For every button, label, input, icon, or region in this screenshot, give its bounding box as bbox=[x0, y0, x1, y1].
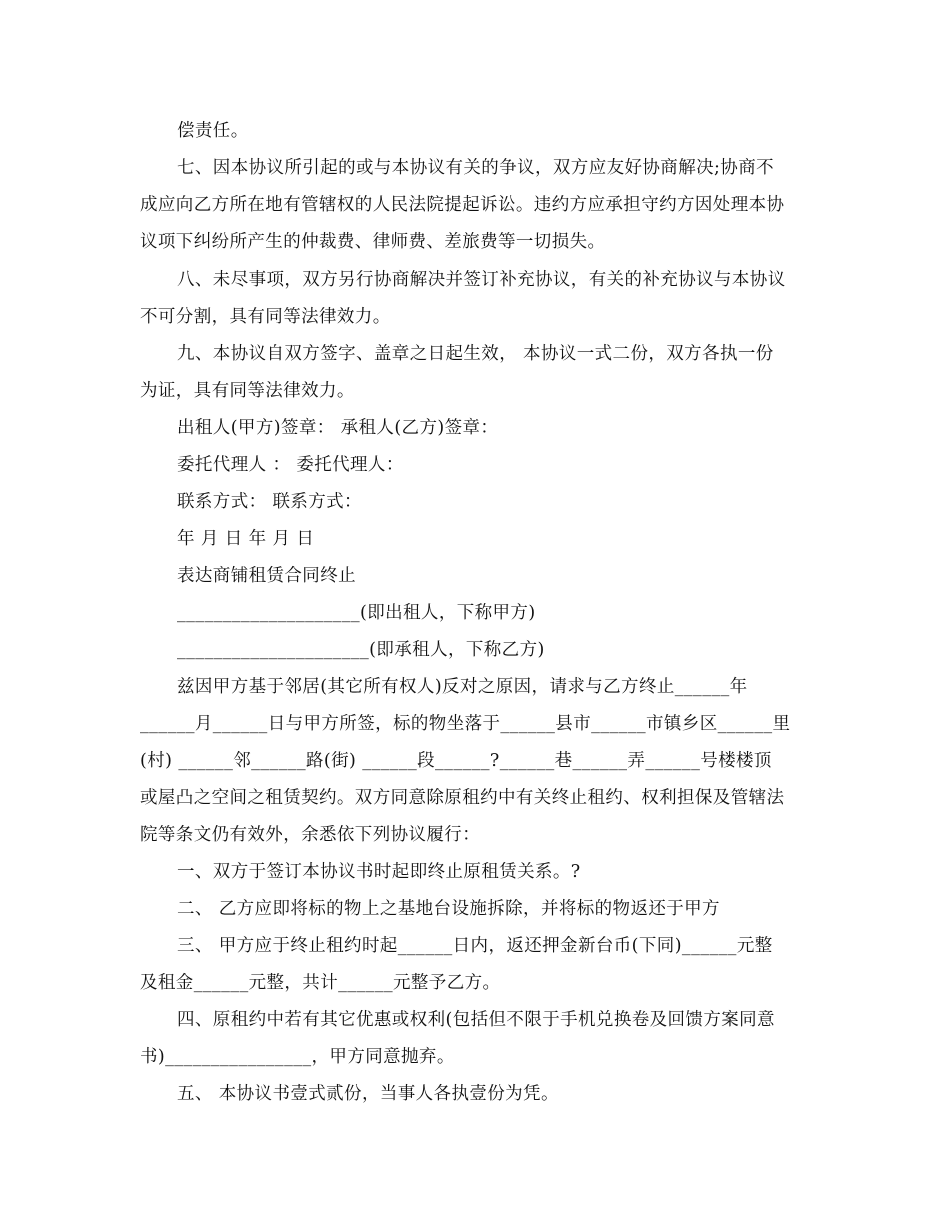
text-line: 及租金______元整，共计______元整予乙方。 bbox=[140, 973, 501, 993]
text-line: 八、未尽事项，双方另行协商解决并签订补充协议，有关的补充协议与本协议 bbox=[177, 270, 786, 290]
clause-5: 五、 本协议书壹式贰份，当事人各执壹份为凭。 bbox=[177, 1084, 559, 1104]
clause-1: 一、双方于签订本协议书时起即终止原租赁关系。? bbox=[177, 862, 581, 882]
signature-line-agent: 委托代理人 ： 委托代理人： bbox=[177, 455, 404, 475]
text-line: 书)________________，甲方同意抛弃。 bbox=[140, 1047, 455, 1067]
section-title: 表达商铺租赁合同终止 bbox=[177, 566, 356, 586]
text-line: 不可分割，具有同等法律效力。 bbox=[140, 307, 391, 327]
text-line: 七、因本协议所引起的或与本协议有关的争议，双方应友好协商解决;协商不 bbox=[177, 158, 774, 178]
party-b-line: _____________________(即承租人，下称乙方) bbox=[177, 640, 545, 660]
clause-2: 二、 乙方应即将标的物上之基地台设施拆除，并将标的物返还于甲方 bbox=[177, 899, 720, 919]
text-line: 九、本协议自双方签字、盖章之日起生效， 本协议一式二份，双方各执一份 bbox=[177, 344, 774, 364]
text-line: 或屋凸之空间之租赁契约。双方同意除原租约中有关终止租约、权利担保及管辖法 bbox=[140, 788, 785, 808]
signature-line-contact: 联系方式： 联系方式： bbox=[177, 492, 362, 512]
text-line: (村) ______邻______路(街) ______段______?______巷______弄______号楼楼顶 bbox=[140, 751, 772, 771]
signature-line-date: 年 月 日 年 月 日 bbox=[177, 529, 315, 549]
clause-4: 四、原租约中若有其它优惠或权利(包括但不限于手机兑换卷及回馈方案同意 bbox=[177, 1010, 775, 1030]
text-line: 偿责任。 bbox=[177, 121, 249, 141]
clause-3: 三、 甲方应于终止租约时起______日内，返还押金新台币(下同)______元整 bbox=[177, 936, 773, 956]
party-a-line: ____________________(即出租人，下称甲方) bbox=[177, 603, 536, 623]
text-line: 议项下纠纷所产生的仲裁费、律师费、差旅费等一切损失。 bbox=[140, 232, 606, 252]
text-line: 成应向乙方所在地有管辖权的人民法院提起诉讼。违约方应承担守约方因处理本协 bbox=[140, 195, 785, 215]
text-line: 为证，具有同等法律效力。 bbox=[140, 381, 355, 401]
text-line: 院等条文仍有效外，余悉依下列协议履行： bbox=[140, 825, 481, 845]
text-line: ______月______日与甲方所签，标的物坐落于______县市______市镇乡区______里 bbox=[140, 714, 791, 734]
text-line: 兹因甲方基于邻居(其它所有权人)反对之原因，请求与乙方终止______年 bbox=[177, 677, 748, 697]
signature-line-party: 出租人(甲方)签章： 承租人(乙方)签章： bbox=[177, 418, 499, 438]
